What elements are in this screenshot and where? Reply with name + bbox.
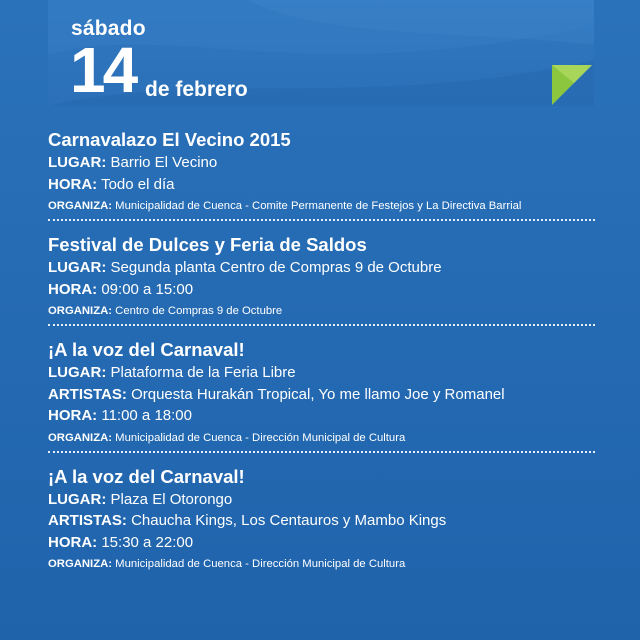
event-title: Festival de Dulces y Feria de Saldos (48, 234, 367, 255)
event-artistas (48, 510, 596, 532)
hora-label: HORA: (48, 533, 98, 551)
organiza-value: Municipalidad de Cuenca - Comite Permanente de Festejos y La Directiva Barrial (115, 200, 522, 212)
event-hora (48, 405, 596, 427)
dotted-divider (48, 324, 595, 326)
dotted-divider (48, 219, 595, 221)
artistas-value: Orquesta Hurakán Tropical, Yo me llamo Joe y Romanel (131, 385, 505, 403)
lugar-value: Segunda planta Centro de Compras 9 de Octubre (110, 259, 442, 276)
hora-label: HORA: (48, 280, 98, 298)
event-hora (48, 532, 596, 554)
artistas-label: ARTISTAS: (48, 385, 127, 403)
weekday-label: sábado (71, 17, 146, 40)
event-lugar (48, 489, 596, 511)
month-label: de febrero (145, 78, 248, 101)
event-item (48, 459, 596, 582)
organiza-value: Municipalidad de Cuenca - Dirección Municipal de Cultura (115, 431, 406, 444)
event-organiza (48, 553, 596, 575)
organiza-label: ORGANIZA: (48, 558, 113, 570)
lugar-value: Plaza El Otorongo (110, 490, 233, 508)
organiza-label: ORGANIZA: (48, 431, 113, 444)
lugar-label: LUGAR: (48, 364, 107, 381)
event-hora (48, 174, 596, 196)
lugar-label: LUGAR: (48, 490, 107, 508)
organiza-label: ORGANIZA: (48, 200, 113, 212)
event-title: ¡A la voz del Carnaval! (48, 465, 245, 487)
hora-label: HORA: (48, 175, 98, 193)
event-item (48, 128, 596, 227)
hora-value: Todo el día (101, 175, 175, 193)
artistas-label: ARTISTAS: (48, 512, 127, 529)
event-lugar (48, 152, 596, 174)
lugar-label: LUGAR: (48, 154, 107, 171)
event-title: ¡A la voz del Carnaval! (48, 339, 245, 360)
organiza-label: ORGANIZA: (48, 305, 113, 317)
event-organiza (48, 300, 596, 322)
event-hora (48, 279, 596, 301)
day-number: 14 (70, 34, 136, 106)
event-lugar (48, 362, 596, 384)
event-organiza (48, 427, 596, 449)
event-organiza (48, 195, 596, 217)
organiza-value: Centro de Compras 9 de Octubre (115, 305, 283, 317)
hora-value: 09:00 a 15:00 (101, 280, 194, 298)
artistas-value: Chaucha Kings, Los Centauros y Mambo Kings (131, 512, 447, 529)
date-header (48, 0, 594, 106)
organiza-value: Municipalidad de Cuenca - Dirección Municipal de Cultura (115, 558, 406, 570)
corner-triangle-icon (552, 65, 592, 105)
event-lugar (48, 257, 596, 279)
event-item (48, 332, 596, 459)
lugar-value: Barrio El Vecino (110, 154, 218, 171)
lugar-label: LUGAR: (48, 259, 107, 276)
dotted-divider (48, 451, 595, 453)
hora-label: HORA: (48, 407, 98, 424)
lugar-value: Plataforma de la Feria Libre (110, 364, 296, 381)
event-artistas (48, 384, 596, 406)
hora-value: 15:30 a 22:00 (101, 533, 194, 551)
event-title: Carnavalazo El Vecino 2015 (48, 129, 291, 150)
hora-value: 11:00 a 18:00 (101, 407, 192, 424)
events-list (48, 128, 596, 581)
event-item (48, 227, 596, 332)
